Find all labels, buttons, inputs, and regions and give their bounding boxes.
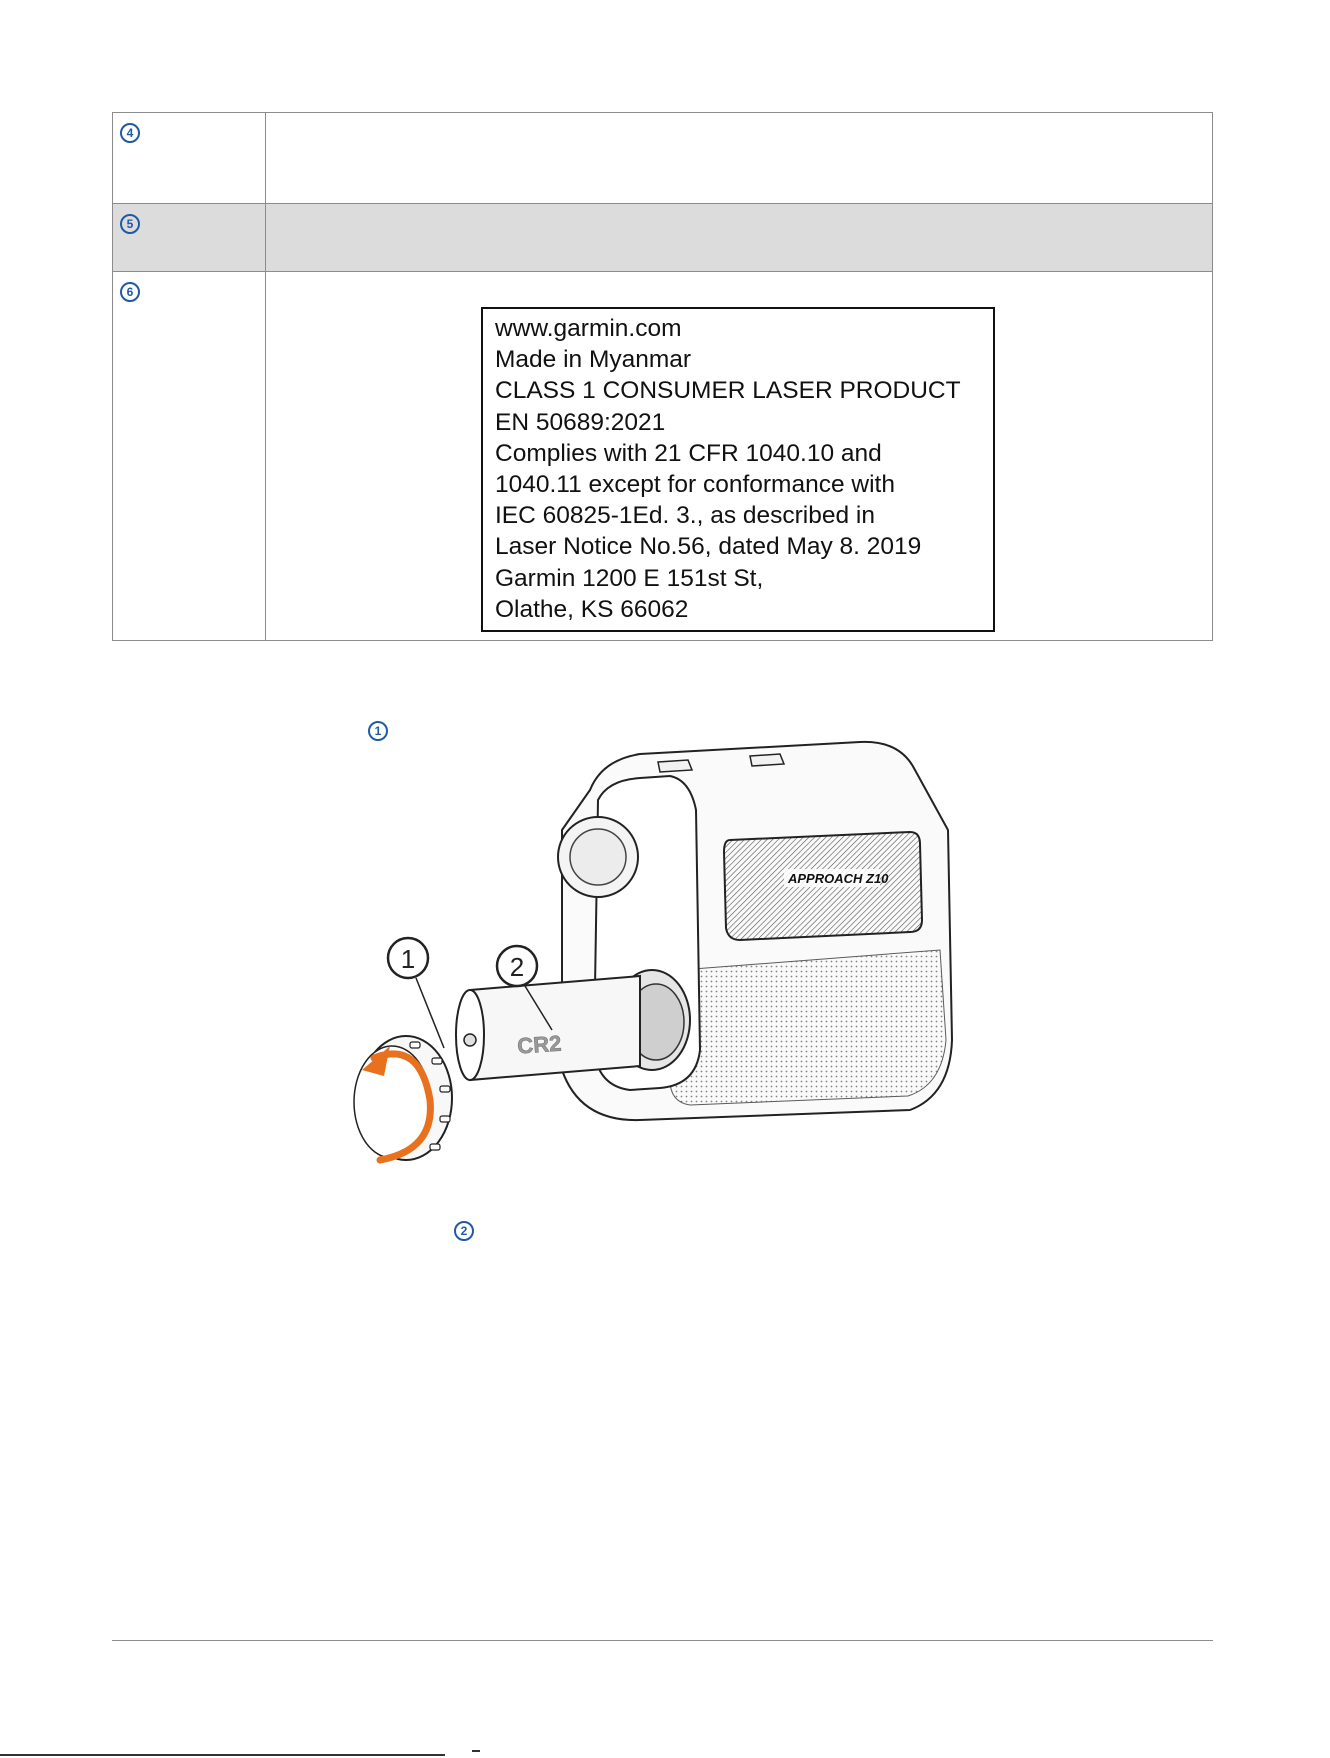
figure-callout-1 xyxy=(388,938,444,1048)
step-callout-1: 1 xyxy=(368,721,388,741)
label-line: Made in Myanmar xyxy=(495,346,692,374)
figure-callout-1-text: 1 xyxy=(400,944,416,974)
label-line: EN 50689:2021 xyxy=(495,408,666,436)
label-line: Complies with 21 CFR 1040.10 and xyxy=(495,439,882,467)
step-callout-2: 2 xyxy=(454,1221,474,1241)
table-cell-description xyxy=(266,204,1213,272)
callout-number: 6 xyxy=(120,282,140,302)
footer-divider xyxy=(112,1640,1213,1641)
battery-label-text: CR2 xyxy=(516,1030,563,1059)
label-line: www.garmin.com xyxy=(495,315,682,342)
table-row xyxy=(113,113,1213,204)
cr2-battery xyxy=(456,976,640,1080)
bottom-edge-tick xyxy=(472,1750,480,1752)
callout-number: 5 xyxy=(120,214,140,234)
table-cell-description xyxy=(266,113,1213,204)
label-line: CLASS 1 CONSUMER LASER PRODUCT xyxy=(495,377,961,405)
figure-callout-2-text: 2 xyxy=(509,952,525,982)
table-row xyxy=(113,204,1213,272)
product-label xyxy=(481,307,995,632)
label-line: IEC 60825-1Ed. 3., as described in xyxy=(495,502,875,530)
callout-number: 4 xyxy=(120,123,140,143)
label-line: 1040.11 except for conformance with xyxy=(495,471,895,499)
label-line: Laser Notice No.56, dated May 8. 2019 xyxy=(495,533,922,561)
label-line: Olathe, KS 66062 xyxy=(495,595,689,623)
label-line: Garmin 1200 E 151st St, xyxy=(495,564,764,592)
battery-replacement-illustration xyxy=(340,740,960,1180)
device-model-text: APPROACH Z10 xyxy=(788,871,889,886)
bottom-edge-rule xyxy=(0,1754,445,1756)
